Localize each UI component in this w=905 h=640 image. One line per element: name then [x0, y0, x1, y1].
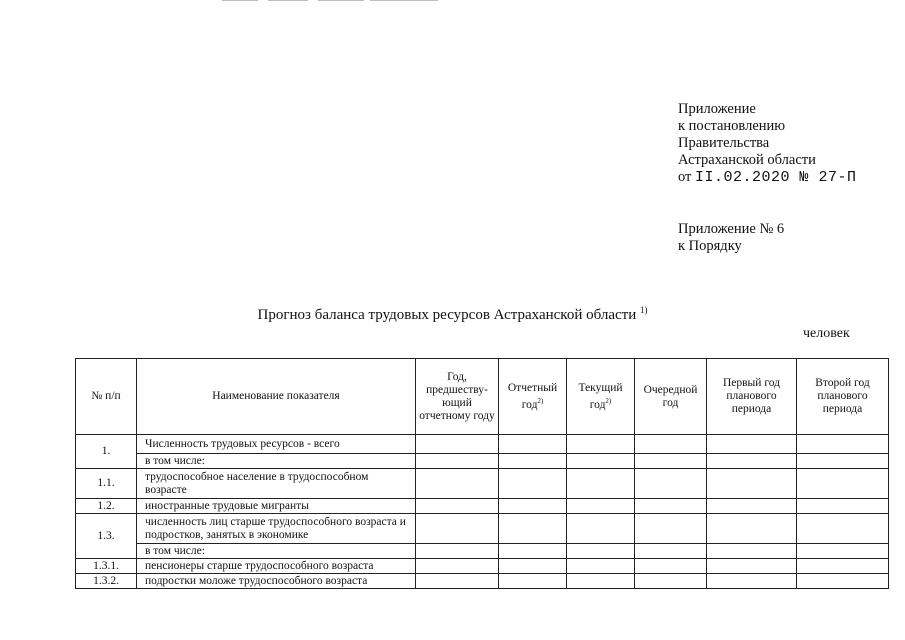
row-name: подростки моложе трудоспособного возраста [137, 574, 416, 589]
scan-mark [268, 0, 308, 1]
table-row [76, 435, 889, 454]
row-name: в том числе: [137, 454, 416, 469]
cell-empty [707, 574, 797, 589]
header-plan-year-2: Второй год планового периода [797, 359, 889, 435]
row-name: пенсионеры старше трудоспособного возраста [137, 559, 416, 574]
cell-empty [567, 435, 635, 454]
cell-empty [499, 435, 567, 454]
cell-empty [635, 469, 707, 499]
annex-line: Приложение [678, 101, 756, 117]
cell-empty [499, 514, 567, 544]
annex-line: Правительства [678, 135, 770, 151]
header-report-year-note: 2) [537, 396, 544, 405]
header-report-year [499, 359, 567, 435]
cell-empty [707, 499, 797, 514]
header-report-year-text: Отчетный год [507, 381, 558, 411]
row-num: 1.3.1. [76, 559, 137, 574]
cell-empty [416, 435, 499, 454]
cell-empty [567, 559, 635, 574]
cell-empty [707, 514, 797, 544]
cell-empty [567, 469, 635, 499]
cell-empty [797, 544, 889, 559]
table-row [76, 499, 889, 514]
document-title-text: Прогноз баланса трудовых ресурсов Астраханской области [257, 307, 637, 323]
annex-order [678, 221, 784, 255]
cell-empty [635, 514, 707, 544]
cell-empty [797, 499, 889, 514]
cell-empty [635, 435, 707, 454]
title-footnote: 1) [640, 305, 648, 315]
header-current-year-note: 2) [605, 396, 612, 405]
document-title [0, 305, 905, 324]
annex-date-value: II.02.2020 № 27-П [695, 169, 857, 186]
row-num: 1.3. [76, 514, 137, 559]
cell-empty [797, 574, 889, 589]
cell-empty [567, 514, 635, 544]
cell-empty [416, 454, 499, 469]
cell-empty [416, 544, 499, 559]
table-row [76, 559, 889, 574]
row-name: трудоспособное население в трудоспособном возрасте [137, 469, 416, 499]
scan-mark [222, 0, 258, 1]
cell-empty [635, 559, 707, 574]
annex-order-line: Приложение № 6 [678, 221, 785, 237]
table-row [76, 574, 889, 589]
cell-empty [797, 514, 889, 544]
cell-empty [707, 435, 797, 454]
cell-empty [635, 574, 707, 589]
header-current-year-text: Текущий год [578, 381, 623, 411]
cell-empty [416, 514, 499, 544]
cell-empty [635, 454, 707, 469]
row-num: 1.3.2. [76, 574, 137, 589]
header-name: Наименование показателя [137, 359, 416, 435]
row-name: в том числе: [137, 544, 416, 559]
cell-empty [416, 469, 499, 499]
table-row [76, 544, 889, 559]
header-plan-year-1: Первый год планового периода [707, 359, 797, 435]
annex-order-line: к Порядку [678, 238, 742, 254]
scan-mark [370, 0, 438, 1]
header-prev-year: Год, предшеству-ющий отчетному году [416, 359, 499, 435]
cell-empty [499, 499, 567, 514]
cell-empty [416, 559, 499, 574]
cell-empty [635, 499, 707, 514]
cell-empty [707, 454, 797, 469]
row-num: 1.2. [76, 499, 137, 514]
cell-empty [499, 454, 567, 469]
cell-empty [797, 435, 889, 454]
cell-empty [635, 544, 707, 559]
annex-date-prefix: от [678, 169, 692, 185]
cell-empty [707, 469, 797, 499]
table-row [76, 514, 889, 544]
table-row [76, 454, 889, 469]
cell-empty [499, 469, 567, 499]
cell-empty [567, 454, 635, 469]
labor-balance-table [75, 358, 889, 589]
cell-empty [797, 454, 889, 469]
annex-header [678, 101, 857, 186]
cell-empty [707, 559, 797, 574]
row-name: Численность трудовых ресурсов - всего [137, 435, 416, 454]
cell-empty [797, 559, 889, 574]
table-header-row [76, 359, 889, 435]
cell-empty [416, 574, 499, 589]
annex-line: Астраханской области [678, 152, 816, 168]
scan-mark [318, 0, 364, 1]
table-row [76, 469, 889, 499]
units-label: человек [803, 326, 850, 341]
row-name: иностранные трудовые мигранты [137, 499, 416, 514]
row-num: 1.1. [76, 469, 137, 499]
cell-empty [567, 499, 635, 514]
cell-empty [499, 544, 567, 559]
cell-empty [567, 544, 635, 559]
cell-empty [416, 499, 499, 514]
cell-empty [499, 574, 567, 589]
annex-line: к постановлению [678, 118, 786, 134]
row-num: 1. [76, 435, 137, 469]
header-next-year: Очередной год [635, 359, 707, 435]
header-num: № п/п [76, 359, 137, 435]
cell-empty [567, 574, 635, 589]
row-name: численность лиц старше трудоспособного возраста и подростков, занятых в экономике [137, 514, 416, 544]
header-current-year [567, 359, 635, 435]
annex-date-line [678, 169, 857, 186]
cell-empty [499, 559, 567, 574]
cell-empty [707, 544, 797, 559]
cell-empty [797, 469, 889, 499]
